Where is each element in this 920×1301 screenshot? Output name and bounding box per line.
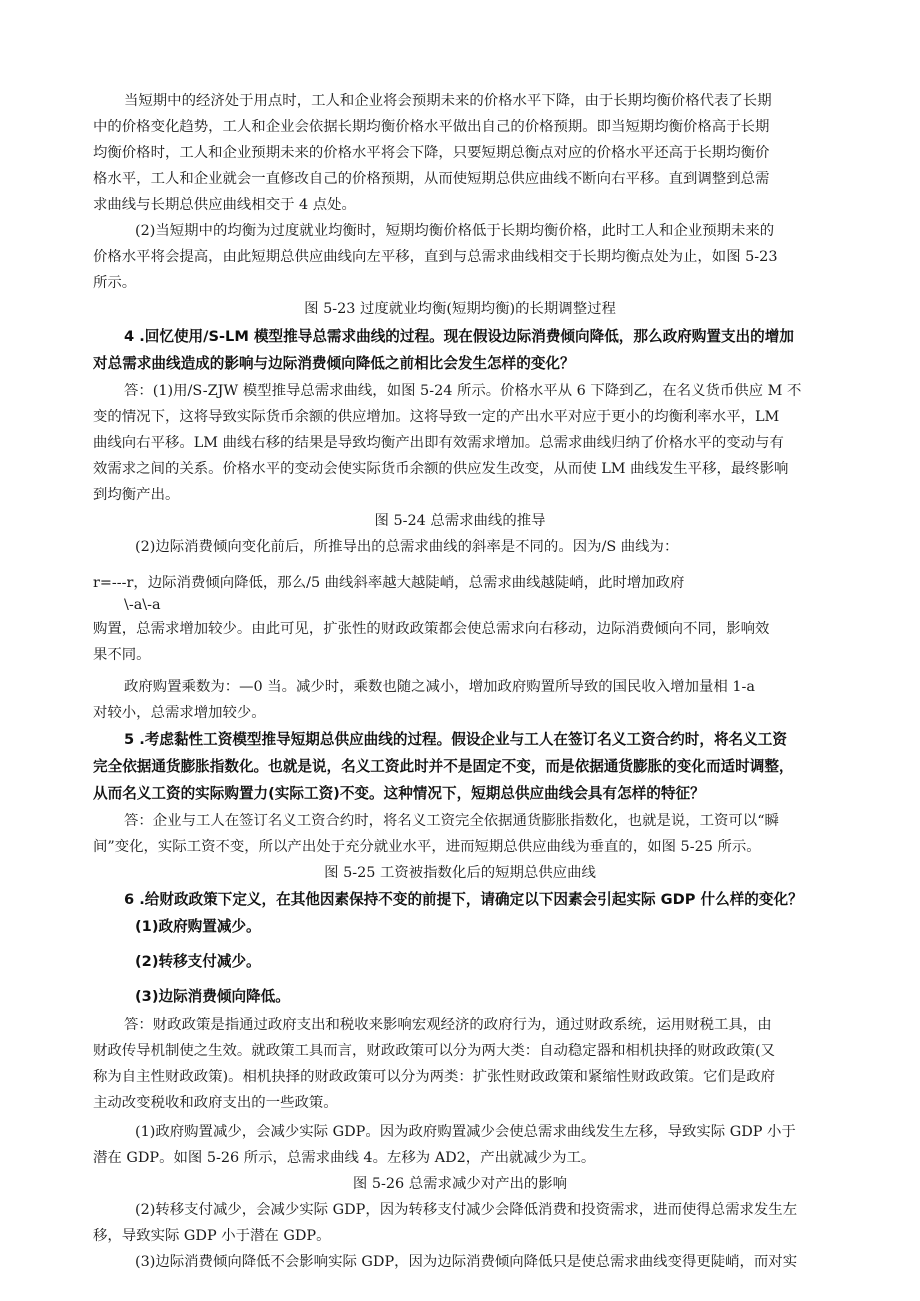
paragraph-line: 到均衡产出。: [93, 487, 180, 503]
answer-line: 答：企业与工人在签订名义工资合约时，将名义工资完全依据通货膨胀指数化，也就是说，工资可以“瞬: [124, 813, 779, 829]
paragraph-line: (2)当短期中的均衡为过度就业均衡时，短期均衡价格低于长期均衡价格，此时工人和企业预期未来的: [135, 223, 775, 239]
paragraph-line: 当短期中的经济处于用点时，工人和企业将会预期未来的价格水平下降，由于长期均衡价格代表了长期: [124, 93, 772, 109]
paragraph-line: 称为自主性财政政策)。相机抉择的财政政策可以分为两类：扩张性财政政策和紧缩性财政政策。它们是政府: [93, 1069, 775, 1085]
sub-question: (1)政府购置减少。: [135, 918, 261, 935]
paragraph-line: 对较小，总需求增加较少。: [93, 705, 266, 721]
paragraph-line: 潜在 GDP。如图 5-26 所示，总需求曲线 4。左移为 AD2，产出就减少为工。: [93, 1150, 596, 1166]
paragraph-line: 效需求之间的关系。价格水平的变动会使实际货币余额的供应发生改变，从而使 LM 曲线发生平移，最终影响: [93, 461, 789, 477]
paragraph-line: (1)政府购置减少，会减少实际 GDP。因为政府购置减少会使总需求曲线发生左移，导致实际 GDP 小于: [135, 1124, 796, 1140]
figure-caption: 图 5-23 过度就业均衡(短期均衡)的长期调整过程: [304, 301, 616, 317]
formula-line: r=---r，边际消费倾向降低，那么/5 曲线斜率越大越陡峭，总需求曲线越陡峭，此时增加政府: [93, 575, 685, 591]
paragraph-line: (2)转移支付减少，会减少实际 GDP，因为转移支付减少会降低消费和投资需求，进而使得总需求发生左: [135, 1202, 798, 1218]
paragraph-line: 政府购置乘数为：—0 当。减少时，乘数也随之减小，增加政府购置所导致的国民收入增加量相 1-a: [124, 679, 755, 695]
paragraph-line: (3)边际消费倾向降低不会影响实际 GDP，因为边际消费倾向降低只是使总需求曲线变得更陡峭，而对实: [135, 1254, 798, 1270]
question-heading: 5 .考虑黏性工资模型推导短期总供应曲线的过程。假设企业与工人在签订名义工资合约时，将名义工资: [124, 731, 787, 748]
answer-line: 答：财政政策是指通过政府支出和税收来影响宏观经济的政府行为，通过财政系统，运用财税工具，由: [124, 1017, 772, 1033]
question-heading: 从而名义工资的实际购置力(实际工资)不变。这种情况下，短期总供应曲线会具有怎样的特征？: [93, 785, 705, 802]
figure-caption: 图 5-25 工资被指数化后的短期总供应曲线: [324, 865, 596, 881]
figure-caption: 图 5-26 总需求减少对产出的影响: [352, 1176, 568, 1192]
figure-caption: 图 5-24 总需求曲线的推导: [374, 513, 546, 529]
paragraph-line: 中的价格变化趋势，工人和企业会依据长期均衡价格水平做出自己的价格预期。即当短期均衡价格高于长期: [93, 119, 770, 135]
formula-fragment: \-a\-a: [124, 597, 161, 613]
paragraph-line: 曲线向右平移。LM 曲线右移的结果是导致均衡产出即有效需求增加。总需求曲线归纳了价格水平的变动与有: [93, 435, 784, 451]
question-heading: 6 .给财政政策下定义，在其他因素保持不变的前提下，请确定以下因素会引起实际 GDP 什么样的变化？: [124, 891, 803, 908]
paragraph-line: 间”变化，实际工资不变，所以产出处于充分就业水平，进而短期总供应曲线为垂直的，如图 5-25 所示。: [93, 839, 761, 855]
paragraph-line: 所示。: [93, 275, 137, 291]
paragraph-line: 求曲线与长期总供应曲线相交于 4 点处。: [93, 197, 356, 213]
paragraph-line: 购置，总需求增加较少。由此可见，扩张性的财政政策都会使总需求向右移动，边际消费倾向不同，影响效: [93, 621, 770, 637]
question-heading: 对总需求曲线造成的影响与边际消费倾向降低之前相比会发生怎样的变化？: [93, 355, 575, 372]
paragraph-line: 均衡价格时，工人和企业预期未来的价格水平将会下降，只要短期总衡点对应的价格水平还高于长期均衡价: [93, 145, 770, 161]
paragraph-line: 果不同。: [93, 647, 151, 663]
question-heading: 完全依据通货膨胀指数化。也就是说，名义工资此时并不是固定不变，而是依据通货膨胀的变化而适时调整，: [93, 758, 794, 775]
answer-line: 答：(1)用/S-ZJW 模型推导总需求曲线，如图 5-24 所示。价格水平从 6 下降到乙，在名义货币供应 M 不: [124, 383, 802, 399]
question-heading: 4 .回忆使用/S-LM 模型推导总需求曲线的过程。现在假设边际消费倾向降低，那么政府购置支出的增加: [124, 328, 794, 345]
paragraph-line: 价格水平将会提高，由此短期总供应曲线向左平移，直到与总需求曲线相交于长期均衡点处为止，如图 5-23: [93, 249, 778, 265]
paragraph-line: 财政传导机制使之生效。就政策工具而言，财政政策可以分为两大类：自动稳定器和相机抉择的财政政策(又: [93, 1043, 775, 1059]
paragraph-line: 变的情况下，这将导致实际货币余额的供应增加。这将导致一定的产出水平对应于更小的均衡利率水平，LM: [93, 409, 780, 425]
paragraph-line: 格水平，工人和企业就会一直修改自己的价格预期，从而使短期总供应曲线不断向右平移。直到调整到总需: [93, 171, 770, 187]
paragraph-line: (2)边际消费倾向变化前后，所推导出的总需求曲线的斜率是不同的。因为/S 曲线为：: [135, 539, 679, 555]
sub-question: (3)边际消费倾向降低。: [135, 988, 290, 1005]
paragraph-line: 主动改变税收和政府支出的一些政策。: [93, 1095, 338, 1111]
sub-question: (2)转移支付减少。: [135, 953, 261, 970]
paragraph-line: 移，导致实际 GDP 小于潜在 GDP。: [93, 1228, 331, 1244]
